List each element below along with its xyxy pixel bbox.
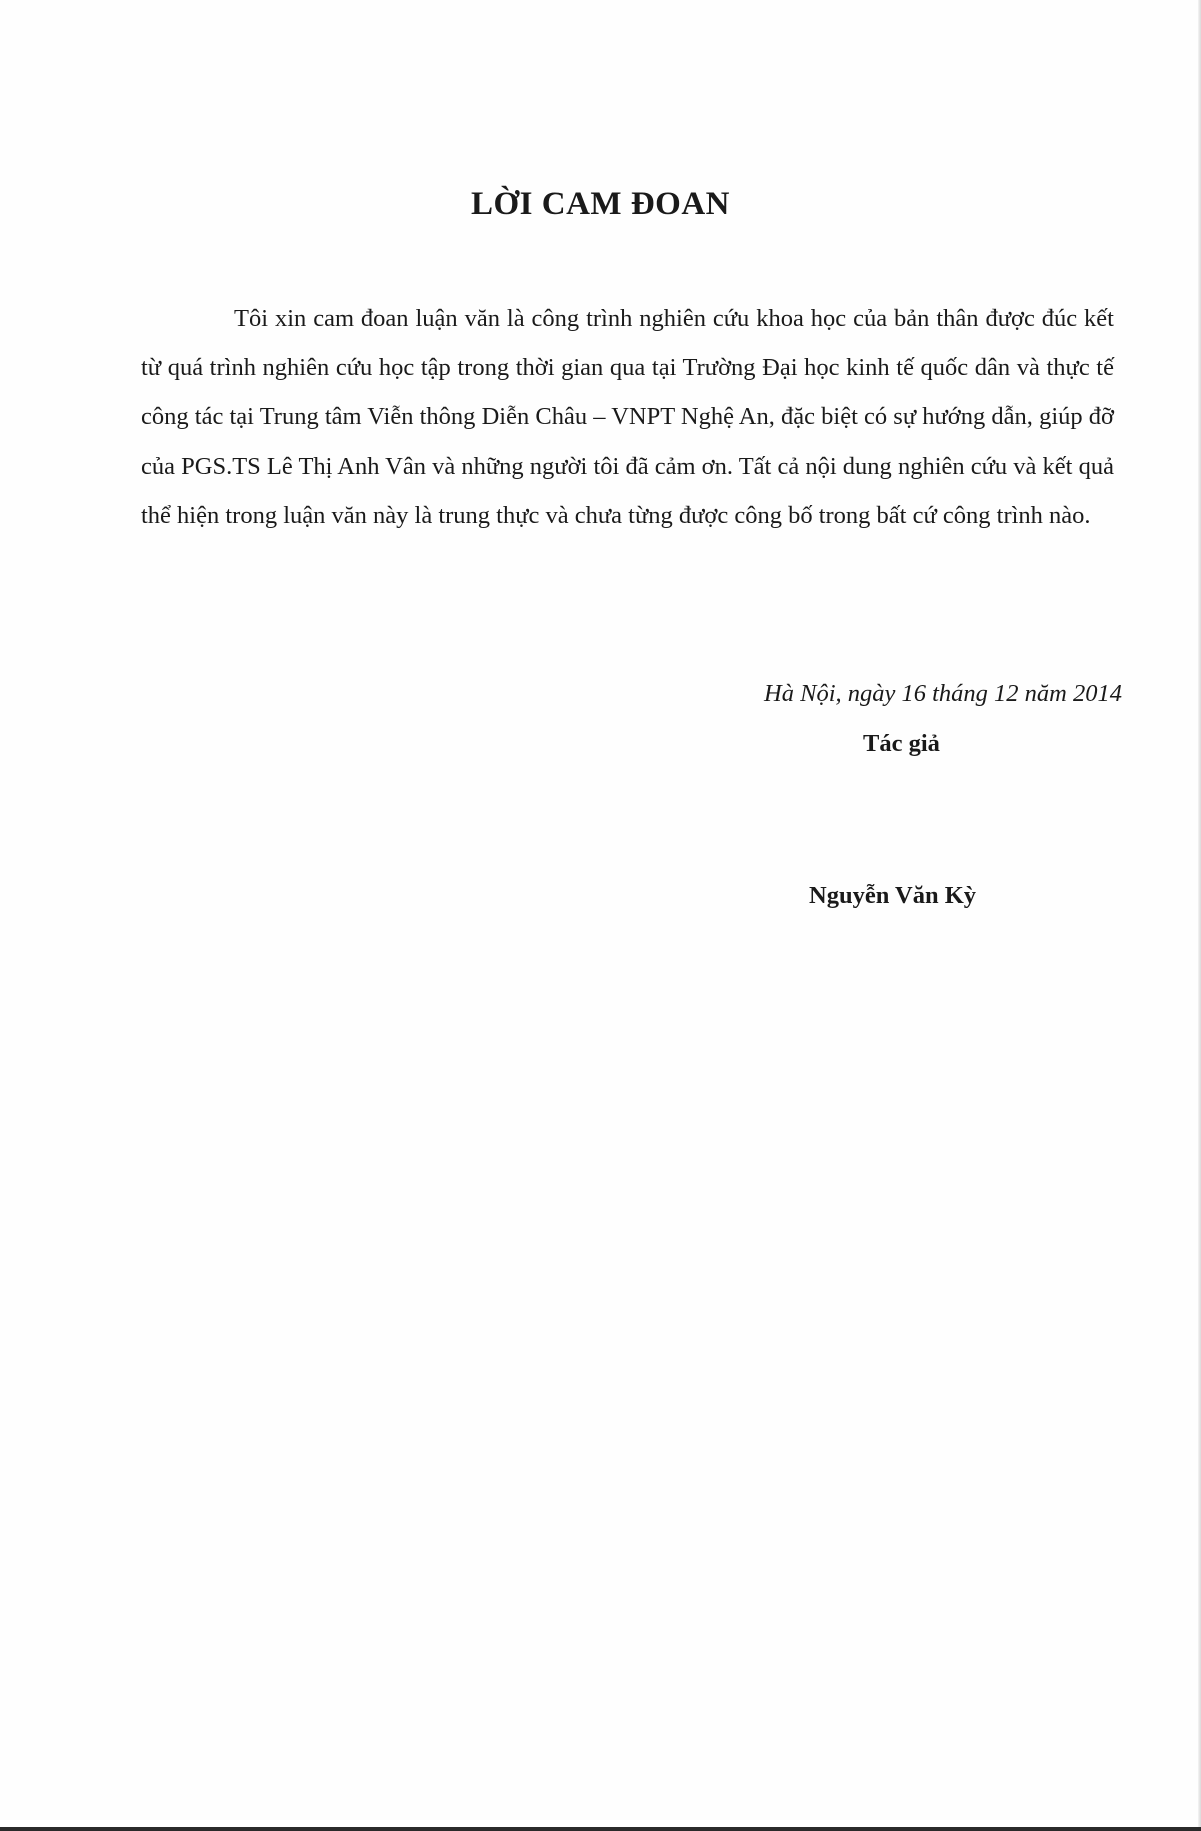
declaration-paragraph: Tôi xin cam đoan luận văn là công trình nghiên cứu khoa học của bản thân được đúc kết từ quá trình nghiên cứu học tập trong thời gian qua tại Trường Đại học kinh tế quốc dân và thực tế công tác tại Trung tâm Viễn thông Diễn Châu – VNPT Nghệ An, đặc biệt có sự hướng dẫn, giúp đỡ của PGS.TS Lê Thị Anh Vân và những người tôi đã cảm ơn. Tất cả nội dung nghiên cứu và kết quả thể hiện trong luận văn này là trung thực và chưa từng được công bố trong bất cứ công trình nào. bbox=[141, 305, 1114, 529]
scan-edge-bottom bbox=[0, 1827, 1201, 1831]
date-place: Hà Nội, ngày 16 tháng 12 năm 2014 bbox=[764, 680, 1122, 707]
page-title: LỜI CAM ĐOAN bbox=[471, 186, 730, 222]
author-label: Tác giả bbox=[863, 730, 940, 757]
author-name: Nguyễn Văn Kỳ bbox=[809, 882, 977, 909]
